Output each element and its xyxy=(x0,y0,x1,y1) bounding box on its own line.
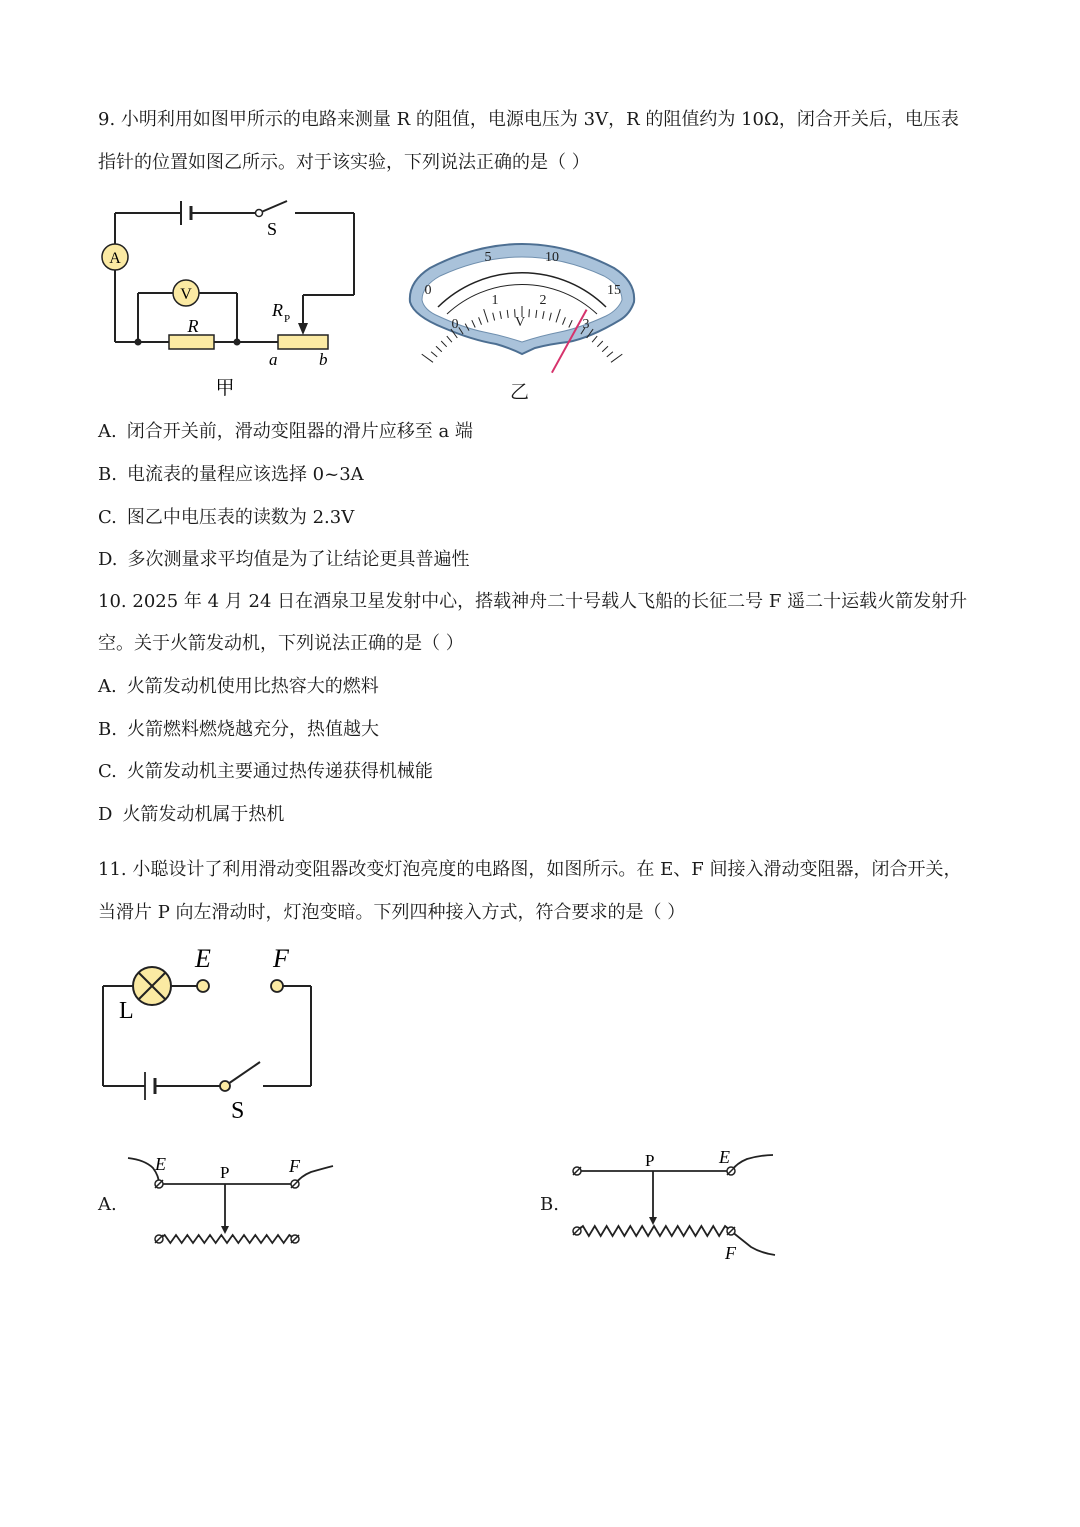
lamp-label: L xyxy=(119,998,134,1024)
lower-scale-label: 3 xyxy=(582,317,590,332)
terminal-e-label: E xyxy=(719,1147,730,1167)
q10-number: 10. xyxy=(98,591,127,612)
rheostat-subscript: P xyxy=(284,313,291,325)
q11-option-b-letter[interactable]: B. xyxy=(540,1194,559,1215)
terminal-e-label: E xyxy=(155,1154,166,1174)
dial-tick xyxy=(607,352,613,357)
q9-number: 9. xyxy=(98,109,116,130)
dial-tick xyxy=(431,352,437,357)
unit-label: V xyxy=(514,315,526,330)
q9-option-b[interactable]: B. 电流表的量程应该选择 0~3A xyxy=(98,464,364,485)
switch-label: S xyxy=(267,219,278,239)
terminal-e-label: E xyxy=(195,944,211,973)
fig-jia-caption: 甲 xyxy=(215,378,235,399)
dial-tick xyxy=(611,354,622,362)
dial-tick xyxy=(436,346,442,352)
dial-tick xyxy=(597,341,603,347)
q11-option-a-letter[interactable]: A. xyxy=(98,1194,117,1215)
q9-stem-line1: 9. 小明利用如图甲所示的电路来测量 R 的阻值，电源电压为 3V，R 的阻值约为 10Ω，闭合开关后，电压表 xyxy=(98,109,959,130)
dial-tick xyxy=(529,309,530,317)
dial-tick xyxy=(602,346,608,352)
end-a-label: a xyxy=(269,350,278,369)
switch-label: S xyxy=(231,1098,245,1124)
q9-circuit-diagram-jia xyxy=(95,195,370,405)
upper-scale-label: 0 xyxy=(424,283,432,298)
upper-scale-label: 5 xyxy=(484,250,492,265)
q10-stem-line2: 空。关于火箭发动机，下列说法正确的是（ ） xyxy=(98,633,464,654)
dial-tick xyxy=(441,341,447,347)
q9-stem-line2: 指针的位置如图乙所示。对于该实验，下列说法正确的是（ ） xyxy=(98,152,590,173)
q11-stem-line2: 当滑片 P 向左滑动时，灯泡变暗。下列四种接入方式，符合要求的是（ ） xyxy=(98,902,686,923)
terminal-f-label: F xyxy=(725,1243,736,1263)
dial-tick xyxy=(592,336,597,342)
q11-lamp-circuit xyxy=(95,940,325,1125)
q11-option-b-diagram[interactable] xyxy=(565,1143,780,1263)
dial-tick xyxy=(447,336,452,342)
q11-option-a-diagram[interactable] xyxy=(125,1150,340,1255)
lower-scale-label: 1 xyxy=(491,293,499,308)
q11-stem-line1: 11. 小聪设计了利用滑动变阻器改变灯泡亮度的电路图，如图所示。在 E、F 间接入滑动变阻器，闭合开关， xyxy=(98,859,962,880)
fig-yi-caption: 乙 xyxy=(510,381,530,403)
q10-stem-line1: 10. 2025 年 4 月 24 日在酒泉卫星发射中心，搭载神舟二十号载人飞船的长征二号 F 遥二十运载火箭发射升 xyxy=(98,591,968,612)
ammeter-label: A xyxy=(109,250,121,267)
slider-p-label: P xyxy=(220,1163,230,1182)
upper-scale-label: 10 xyxy=(545,250,559,265)
q10-option-b[interactable]: B. 火箭燃料燃烧越充分，热值越大 xyxy=(98,719,379,740)
terminal-f-label: F xyxy=(273,944,289,973)
upper-scale-label: 15 xyxy=(607,283,621,298)
voltmeter-label: V xyxy=(180,286,192,303)
dial-tick xyxy=(422,354,433,362)
q9-option-c[interactable]: C. 图乙中电压表的读数为 2.3V xyxy=(98,507,355,528)
q9-option-d[interactable]: D. 多次测量求平均值是为了让结论更具普遍性 xyxy=(98,549,470,570)
q10-option-c[interactable]: C. 火箭发动机主要通过热传递获得机械能 xyxy=(98,761,433,782)
q10-option-a[interactable]: A. 火箭发动机使用比热容大的燃料 xyxy=(98,676,379,697)
q10-option-d[interactable]: D 火箭发动机属于热机 xyxy=(98,804,285,825)
terminal-f-label: F xyxy=(289,1156,300,1176)
q9-option-a[interactable]: A. 闭合开关前，滑动变阻器的滑片应移至 a 端 xyxy=(98,421,473,442)
resistor-label: R xyxy=(187,316,199,336)
lower-scale-label: 0 xyxy=(451,317,459,332)
slider-p-label: P xyxy=(645,1151,655,1170)
lower-scale-label: 2 xyxy=(539,293,547,308)
rheostat-label: R xyxy=(272,300,283,320)
q11-number: 11. xyxy=(98,859,127,880)
end-b-label: b xyxy=(319,350,328,369)
